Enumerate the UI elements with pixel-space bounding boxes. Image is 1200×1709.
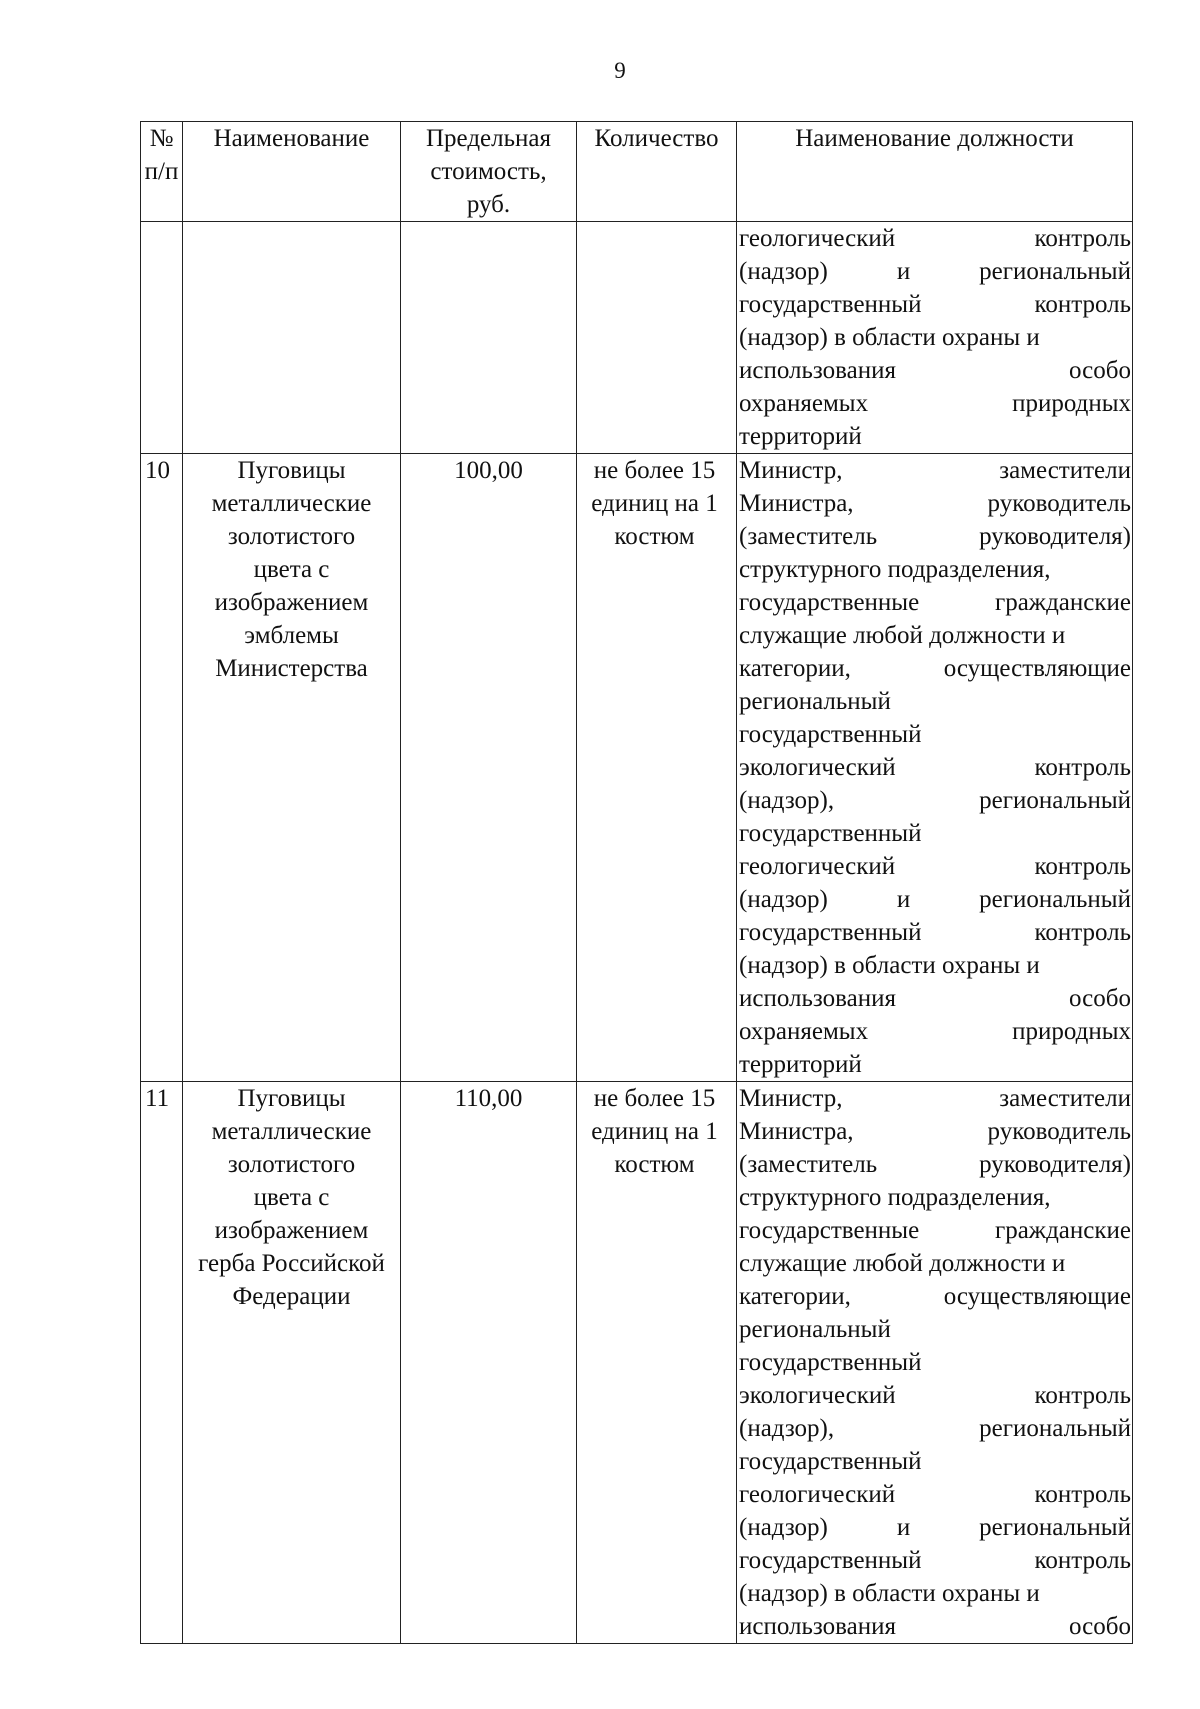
position-word: (надзор) в области охраны и — [739, 324, 1040, 351]
position-line — [739, 850, 1131, 883]
position-word: гражданские — [994, 589, 1131, 616]
header-price — [401, 122, 577, 222]
position-word: служащие любой должности и — [739, 622, 1066, 649]
position-word: особо — [1069, 985, 1131, 1012]
position-line — [739, 1115, 1131, 1148]
position-word: государственный — [739, 721, 922, 748]
cell-position — [737, 454, 1133, 1082]
position-line — [739, 1544, 1131, 1577]
position-line — [739, 1346, 1131, 1379]
qty-line: не более 15 — [593, 1085, 716, 1112]
cell-qty — [577, 1082, 737, 1644]
position-word: геологический — [739, 1481, 896, 1508]
position-line — [739, 1148, 1131, 1181]
position-word: региональный — [739, 1316, 891, 1343]
header-price-line: Предельная — [426, 125, 551, 152]
position-line — [739, 1610, 1131, 1643]
position-line — [739, 751, 1131, 784]
position-line — [739, 1082, 1131, 1115]
position-line — [739, 652, 1131, 685]
position-word: контроль — [1034, 1547, 1131, 1574]
name-line: Федерации — [232, 1283, 351, 1310]
position-word: государственные — [739, 589, 920, 616]
position-word: контроль — [1034, 754, 1131, 781]
name-line: Министерства — [215, 655, 368, 682]
position-word: региональный — [979, 258, 1131, 285]
position-line — [739, 1511, 1131, 1544]
position-line — [739, 619, 1131, 652]
position-line — [739, 387, 1131, 420]
header-name — [183, 122, 401, 222]
table-header-row — [141, 122, 1133, 222]
position-word: руководителя) — [979, 523, 1131, 550]
cell-num: 11 — [141, 1082, 183, 1644]
position-word: контроль — [1034, 919, 1131, 946]
position-line — [739, 1214, 1131, 1247]
position-word: природных — [1012, 1018, 1131, 1045]
header-position — [737, 122, 1133, 222]
table-row-continuation — [141, 222, 1133, 454]
position-line — [739, 1181, 1131, 1214]
cell-position — [737, 222, 1133, 454]
position-word: региональный — [979, 1415, 1131, 1442]
position-word: контроль — [1034, 225, 1131, 252]
position-word: (надзор) в области охраны и — [739, 952, 1040, 979]
name-line: эмблемы — [244, 622, 339, 649]
name-line: металлические — [211, 490, 372, 517]
qty-line: костюм — [614, 523, 695, 550]
name-line: герба Российской — [198, 1250, 385, 1277]
position-line — [739, 685, 1131, 718]
position-line — [739, 288, 1131, 321]
position-word: государственный — [739, 291, 922, 318]
header-position-label: Наименование должности — [795, 125, 1074, 152]
cell-name — [183, 1082, 401, 1644]
header-price-line: руб. — [466, 191, 511, 218]
position-line — [739, 883, 1131, 916]
qty-line: единиц на 1 — [591, 490, 718, 517]
name-line: Пуговицы — [237, 1085, 346, 1112]
position-line — [739, 1478, 1131, 1511]
position-line — [739, 784, 1131, 817]
position-line — [739, 1445, 1131, 1478]
position-word: заместители — [999, 457, 1131, 484]
position-word: (надзор) в области охраны и — [739, 1580, 1040, 1607]
position-word: категории, — [739, 655, 851, 682]
cell-qty — [577, 454, 737, 1082]
cell-price — [401, 222, 577, 454]
cost-norms-table — [140, 121, 1133, 1644]
position-word: осуществляющие — [943, 655, 1131, 682]
position-word: и — [896, 886, 911, 913]
header-name-label: Наименование — [213, 125, 370, 152]
position-word: контроль — [1034, 291, 1131, 318]
position-word: региональный — [979, 1514, 1131, 1541]
position-word: осуществляющие — [943, 1283, 1131, 1310]
position-word: особо — [1069, 1613, 1131, 1640]
position-word: региональный — [979, 886, 1131, 913]
position-line — [739, 586, 1131, 619]
position-line — [739, 949, 1131, 982]
position-word: экологический — [739, 1382, 896, 1409]
position-word: экологический — [739, 754, 896, 781]
position-word: государственные — [739, 1217, 920, 1244]
name-line: цвета с — [253, 1184, 330, 1211]
name-line: Пуговицы — [237, 457, 346, 484]
position-word: контроль — [1034, 1382, 1131, 1409]
position-word: территорий — [739, 423, 862, 450]
position-word: региональный — [739, 688, 891, 715]
position-word: (надзор), — [739, 787, 835, 814]
qty-line: единиц на 1 — [591, 1118, 718, 1145]
position-word: структурного подразделения, — [739, 556, 1051, 583]
position-word: Министр, — [739, 1085, 843, 1112]
name-line: золотистого — [227, 523, 356, 550]
cell-price: 110,00 — [401, 1082, 577, 1644]
name-line: золотистого — [227, 1151, 356, 1178]
position-line — [739, 1313, 1131, 1346]
position-word: (надзор), — [739, 1415, 835, 1442]
position-line — [739, 1379, 1131, 1412]
table-row — [141, 1082, 1133, 1644]
name-line: изображением — [214, 1217, 369, 1244]
position-line — [739, 1412, 1131, 1445]
cell-qty — [577, 222, 737, 454]
position-word: (заместитель — [739, 1151, 878, 1178]
position-word: государственный — [739, 919, 922, 946]
page-number: 9 — [614, 58, 626, 83]
position-word: государственный — [739, 1448, 922, 1475]
qty-line: костюм — [614, 1151, 695, 1178]
position-line — [739, 916, 1131, 949]
position-word: региональный — [979, 787, 1131, 814]
position-word: (заместитель — [739, 523, 878, 550]
position-word: использования — [739, 357, 896, 384]
name-line: изображением — [214, 589, 369, 616]
position-word: геологический — [739, 225, 896, 252]
position-line — [739, 817, 1131, 850]
table-row — [141, 454, 1133, 1082]
position-line — [739, 1247, 1131, 1280]
position-word: заместители — [999, 1085, 1131, 1112]
position-line — [739, 1048, 1131, 1081]
position-word: руководителя) — [979, 1151, 1131, 1178]
position-word: государственный — [739, 1547, 922, 1574]
position-word: использования — [739, 1613, 896, 1640]
position-word: использования — [739, 985, 896, 1012]
position-word: геологический — [739, 853, 896, 880]
position-line — [739, 454, 1131, 487]
header-num — [141, 122, 183, 222]
header-qty-label: Количество — [594, 125, 719, 152]
name-line: цвета с — [253, 556, 330, 583]
position-word: охраняемых — [739, 1018, 869, 1045]
position-word: государственный — [739, 820, 922, 847]
name-line: металлические — [211, 1118, 372, 1145]
position-word: категории, — [739, 1283, 851, 1310]
position-word: Министр, — [739, 457, 843, 484]
position-line — [739, 982, 1131, 1015]
position-word: служащие любой должности и — [739, 1250, 1066, 1277]
position-word: территорий — [739, 1051, 862, 1078]
cell-name — [183, 222, 401, 454]
position-word: особо — [1069, 357, 1131, 384]
header-price-line: стоимость, — [430, 158, 547, 185]
position-word: руководитель — [987, 490, 1131, 517]
cell-price: 100,00 — [401, 454, 577, 1082]
position-line — [739, 1577, 1131, 1610]
position-line — [739, 420, 1131, 453]
position-line — [739, 354, 1131, 387]
position-word: охраняемых — [739, 390, 869, 417]
position-word: (надзор) — [739, 1514, 828, 1541]
position-word: (надзор) — [739, 886, 828, 913]
position-word: структурного подразделения, — [739, 1184, 1051, 1211]
position-word: и — [896, 1514, 911, 1541]
cell-num — [141, 222, 183, 454]
position-word: государственный — [739, 1349, 922, 1376]
position-word: природных — [1012, 390, 1131, 417]
position-word: контроль — [1034, 853, 1131, 880]
position-word: руководитель — [987, 1118, 1131, 1145]
position-line — [739, 553, 1131, 586]
position-word: Министра, — [739, 490, 854, 517]
position-line — [739, 255, 1131, 288]
cell-name — [183, 454, 401, 1082]
position-line — [739, 487, 1131, 520]
position-line — [739, 718, 1131, 751]
position-line — [739, 1280, 1131, 1313]
position-word: (надзор) — [739, 258, 828, 285]
cell-num: 10 — [141, 454, 183, 1082]
position-line — [739, 222, 1131, 255]
position-word: и — [896, 258, 911, 285]
position-line — [739, 321, 1131, 354]
position-word: контроль — [1034, 1481, 1131, 1508]
header-qty — [577, 122, 737, 222]
header-num-line: п/п — [144, 158, 179, 185]
cell-position — [737, 1082, 1133, 1644]
qty-line: не более 15 — [593, 457, 716, 484]
position-word: Министра, — [739, 1118, 854, 1145]
position-line — [739, 1015, 1131, 1048]
header-num-line: № — [149, 125, 174, 152]
position-line — [739, 520, 1131, 553]
position-word: гражданские — [994, 1217, 1131, 1244]
